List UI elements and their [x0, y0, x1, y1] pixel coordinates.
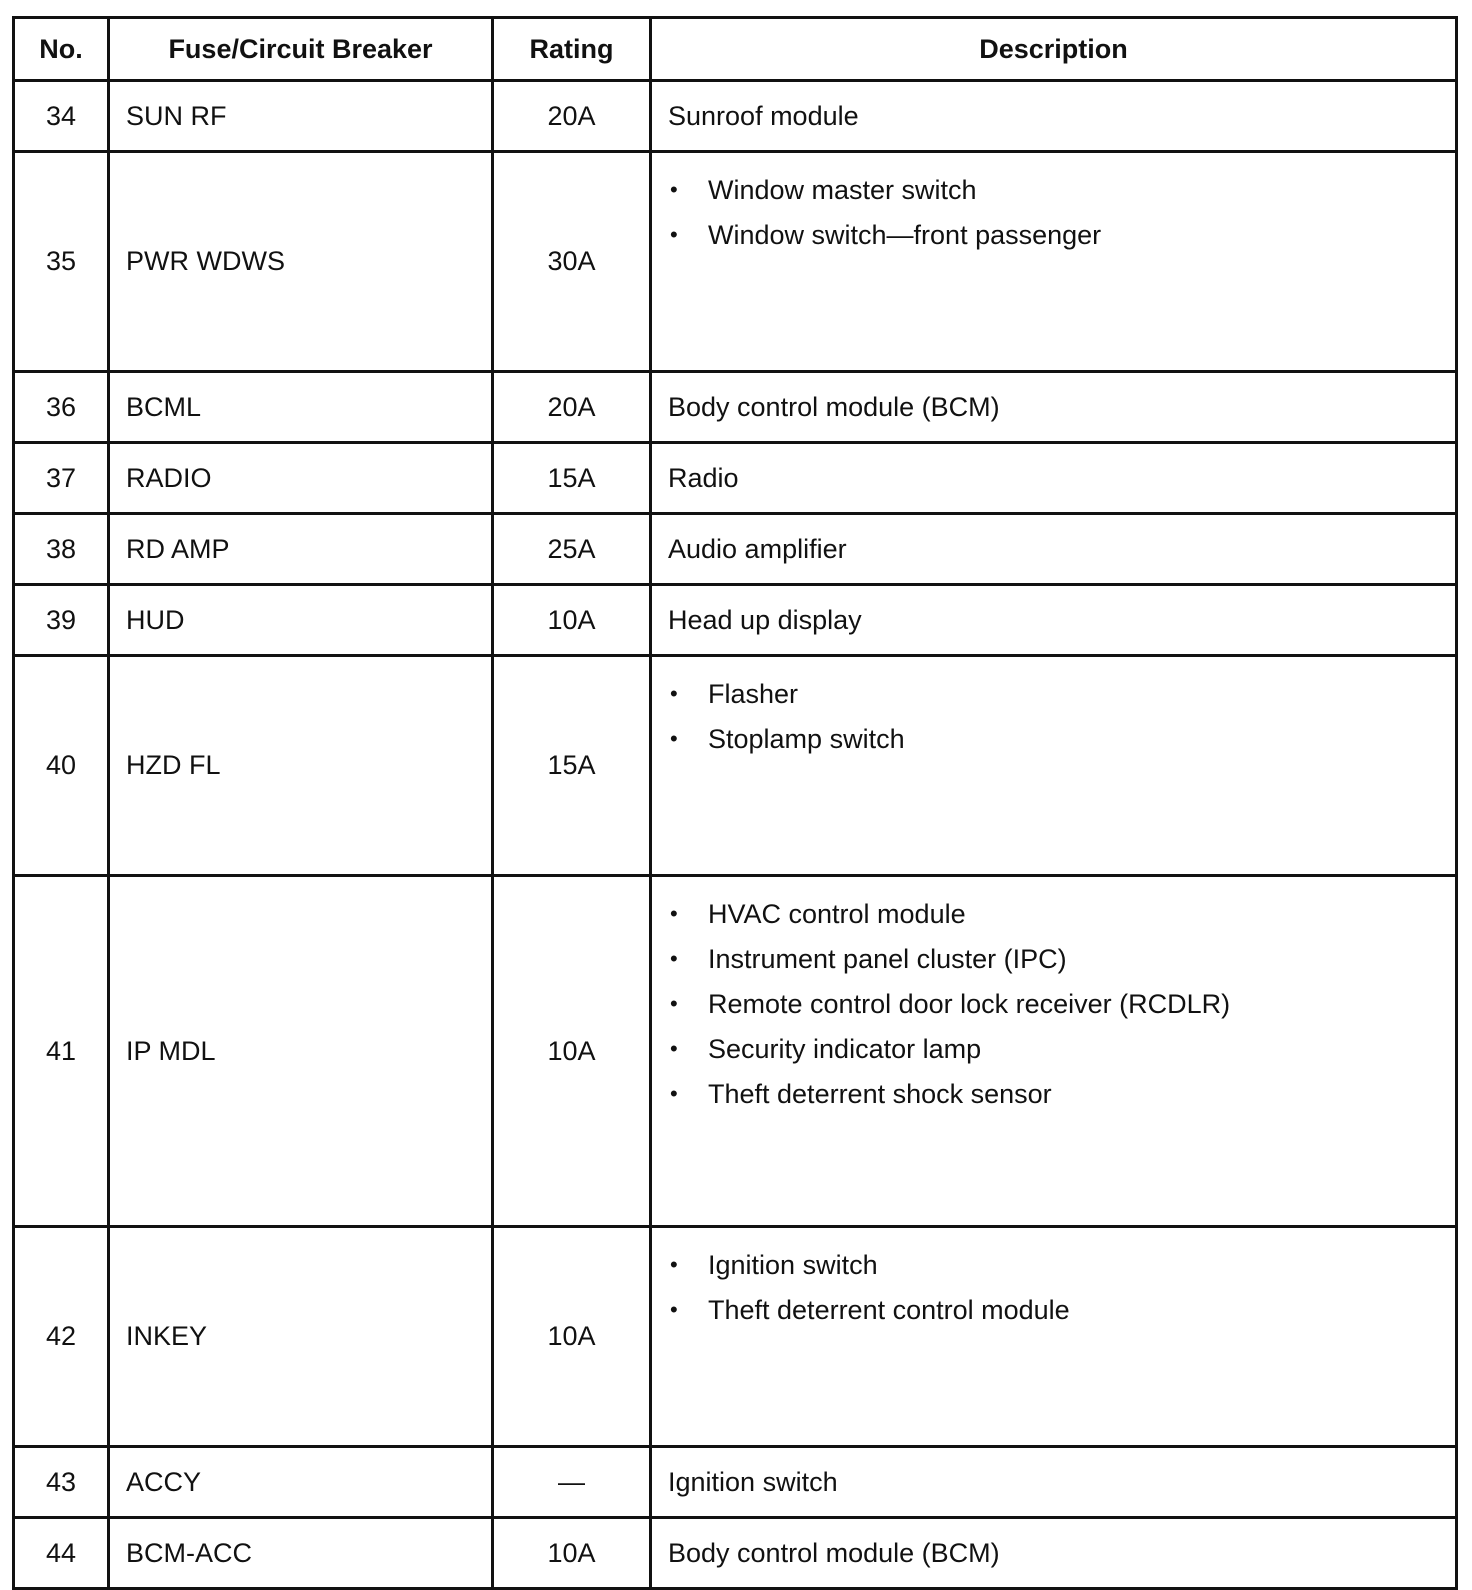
table-row — [14, 1227, 1457, 1447]
fuse-description: Ignition switch — [651, 1447, 1457, 1518]
column-header-rating: Rating — [493, 18, 651, 81]
fuse-name: INKEY — [109, 1227, 493, 1447]
fuse-number: 44 — [14, 1518, 109, 1589]
fuse-description — [651, 876, 1457, 1227]
fuse-number: 37 — [14, 443, 109, 514]
description-item: • Window switch—front passenger — [668, 218, 1439, 263]
fuse-description: Body control module (BCM) — [651, 1518, 1457, 1589]
fuse-name: RADIO — [109, 443, 493, 514]
column-header-fuse: Fuse/Circuit Breaker — [109, 18, 493, 81]
table-row — [14, 585, 1457, 656]
fuse-description: Audio amplifier — [651, 514, 1457, 585]
fuse-number: 35 — [14, 152, 109, 372]
fuse-name: SUN RF — [109, 81, 493, 152]
fuse-description: Sunroof module — [651, 81, 1457, 152]
fuse-description: Radio — [651, 443, 1457, 514]
fuse-number: 42 — [14, 1227, 109, 1447]
fuse-number: 43 — [14, 1447, 109, 1518]
table-row — [14, 372, 1457, 443]
fuse-description — [651, 152, 1457, 372]
description-item: • Remote control door lock receiver (RCDLR) — [668, 987, 1439, 1032]
fuse-description: Head up display — [651, 585, 1457, 656]
fuse-rating: 30A — [493, 152, 651, 372]
fuse-name: ACCY — [109, 1447, 493, 1518]
table-row — [14, 514, 1457, 585]
description-item: • Theft deterrent control module — [668, 1293, 1439, 1338]
table-row — [14, 1518, 1457, 1589]
column-header-description: Description — [651, 18, 1457, 81]
fuse-name: IP MDL — [109, 876, 493, 1227]
table-row — [14, 876, 1457, 1227]
description-list — [668, 897, 1439, 1122]
fuse-rating: 20A — [493, 372, 651, 443]
description-list — [668, 1248, 1439, 1338]
fuse-rating: 25A — [493, 514, 651, 585]
fuse-number: 40 — [14, 656, 109, 876]
description-item: • HVAC control module — [668, 897, 1439, 942]
fuse-description — [651, 656, 1457, 876]
fuse-rating: 10A — [493, 585, 651, 656]
description-item: • Theft deterrent shock sensor — [668, 1077, 1439, 1122]
fuse-name: BCML — [109, 372, 493, 443]
fuse-number: 34 — [14, 81, 109, 152]
fuse-description — [651, 1227, 1457, 1447]
table-row — [14, 1447, 1457, 1518]
fuse-description: Body control module (BCM) — [651, 372, 1457, 443]
table-body — [14, 81, 1457, 1589]
description-item: • Ignition switch — [668, 1248, 1439, 1293]
description-list — [668, 173, 1439, 263]
fuse-rating: 10A — [493, 876, 651, 1227]
fuse-table — [12, 16, 1458, 1590]
fuse-name: RD AMP — [109, 514, 493, 585]
description-item: • Flasher — [668, 677, 1439, 722]
fuse-number: 38 — [14, 514, 109, 585]
fuse-rating: 20A — [493, 81, 651, 152]
description-item: • Security indicator lamp — [668, 1032, 1439, 1077]
description-item: • Window master switch — [668, 173, 1439, 218]
fuse-number: 36 — [14, 372, 109, 443]
fuse-name: HUD — [109, 585, 493, 656]
fuse-number: 41 — [14, 876, 109, 1227]
description-item: • Stoplamp switch — [668, 722, 1439, 767]
fuse-rating: 10A — [493, 1227, 651, 1447]
fuse-name: HZD FL — [109, 656, 493, 876]
table-row — [14, 81, 1457, 152]
column-header-no: No. — [14, 18, 109, 81]
header-row — [14, 18, 1457, 81]
fuse-name: PWR WDWS — [109, 152, 493, 372]
fuse-rating: 15A — [493, 656, 651, 876]
description-item: • Instrument panel cluster (IPC) — [668, 942, 1439, 987]
table-row — [14, 443, 1457, 514]
description-list — [668, 677, 1439, 767]
fuse-name: BCM-ACC — [109, 1518, 493, 1589]
fuse-number: 39 — [14, 585, 109, 656]
fuse-rating: — — [493, 1447, 651, 1518]
fuse-rating: 15A — [493, 443, 651, 514]
table-row — [14, 656, 1457, 876]
fuse-rating: 10A — [493, 1518, 651, 1589]
table-header — [14, 18, 1457, 81]
table-row — [14, 152, 1457, 372]
